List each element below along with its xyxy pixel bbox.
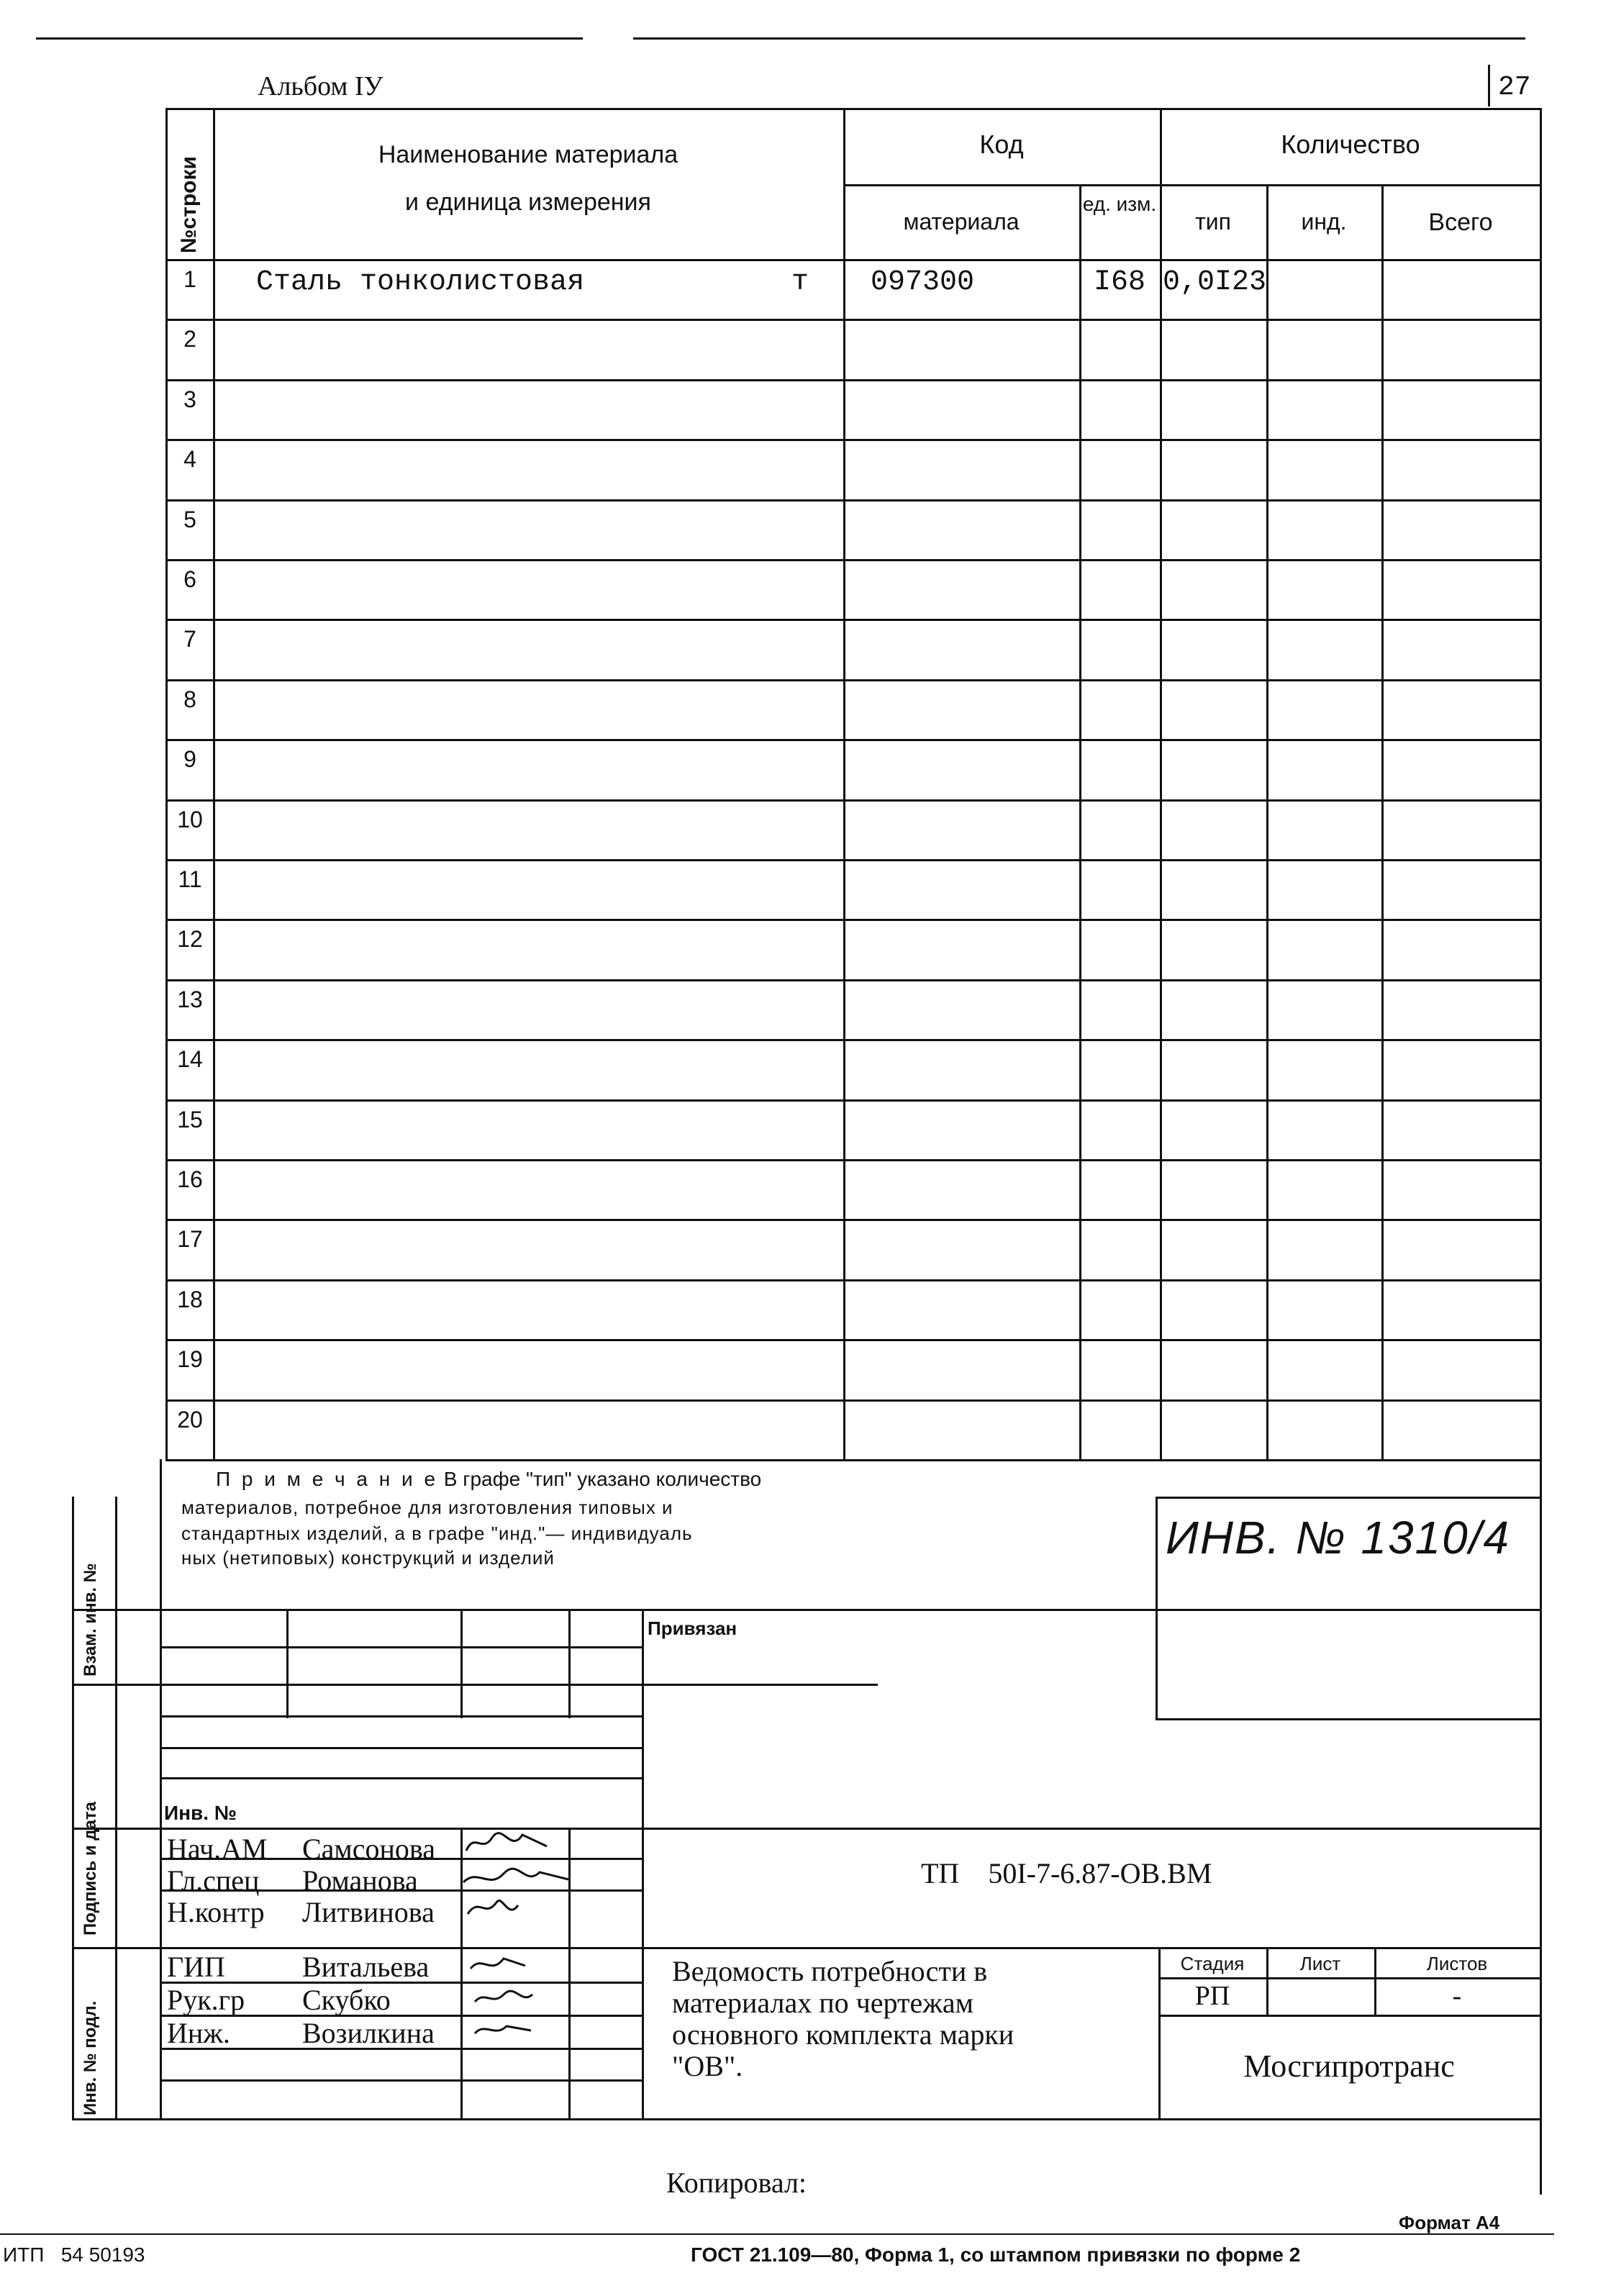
header-qty-total: Всего: [1428, 209, 1493, 236]
unit-right: [1160, 108, 1162, 1459]
inv-box-top: [1156, 1497, 1541, 1499]
row-divider: [165, 1039, 1541, 1041]
row-divider: [165, 1399, 1541, 1402]
row-divider: [165, 1159, 1541, 1161]
row-divider: [165, 319, 1541, 321]
tb-line-5: [160, 1747, 642, 1749]
header-name-line2: и единица измерения: [405, 189, 651, 216]
header-code-material: материала: [903, 209, 1020, 235]
inv-no-label: Инв. №: [164, 1802, 237, 1824]
header-qty-ind: инд.: [1301, 209, 1347, 235]
inv-box-left: [1156, 1497, 1158, 1720]
row-divider: [165, 1339, 1541, 1341]
row-divider: [165, 619, 1541, 621]
sheets-header: Листов: [1426, 1953, 1488, 1974]
sig-name-0: Самсонова: [302, 1833, 436, 1865]
row-number: 2: [183, 326, 196, 353]
sheet-header: Лист: [1299, 1953, 1341, 1974]
table-left: [165, 108, 168, 1459]
row-number: 5: [183, 506, 196, 532]
row-number: 14: [177, 1046, 203, 1073]
row-code: 097300: [871, 266, 975, 299]
tb-line-6: [160, 1777, 642, 1779]
row-number: 6: [183, 566, 196, 592]
sig-role-4: Рук.гр: [167, 1984, 245, 2016]
tb-line-3: [72, 1684, 878, 1686]
header-code-group: Код: [979, 130, 1024, 159]
sig-role-2: Н.контр: [167, 1896, 265, 1928]
page-number-divider: [1488, 65, 1490, 106]
sig-role-3: ГИП: [167, 1951, 225, 1983]
header-mid-line: [843, 184, 1541, 186]
stage-value: РП: [1194, 1981, 1230, 2011]
privyazan-label: Привязан: [648, 1617, 737, 1639]
top-border-left: [36, 37, 583, 40]
row-divider: [165, 379, 1541, 381]
header-qty-group: Количество: [1281, 130, 1420, 159]
tb-col-e: [642, 1609, 644, 2120]
tb-col-d: [568, 1609, 571, 1718]
sig-role-1: Гл.спец: [167, 1864, 260, 1897]
row-divider: [165, 439, 1541, 441]
header-code-unit: ед. изм.: [1082, 193, 1157, 215]
row-number: 9: [183, 746, 196, 773]
table-top: [165, 108, 1541, 110]
side-label-podpis: Подпись и дата: [81, 1802, 100, 1936]
footer-line: [0, 2233, 1554, 2235]
row-number: 8: [183, 686, 196, 712]
tb-left: [72, 1497, 74, 2120]
note-line2: материалов, потребное для изготовления типовых и: [181, 1497, 673, 1518]
row-material-name: Сталь тонколистовая: [256, 266, 585, 299]
note-line3: стандартных изделий, а в графе "инд."— индивидуаль: [181, 1523, 693, 1544]
code-right: [1079, 184, 1081, 1459]
stage-header: Стадия: [1180, 1953, 1245, 1974]
row-number: 7: [183, 626, 196, 653]
top-border-right: [633, 37, 1525, 40]
sig-role-0: Нач.АМ: [167, 1833, 268, 1865]
row-number: 15: [177, 1106, 203, 1133]
footer-right: ГОСТ 21.109—80, Форма 1, со штампом привязки по форме 2: [691, 2243, 1301, 2266]
row-tip: 0,0I23: [1163, 266, 1267, 299]
header-qty-type: тип: [1195, 209, 1231, 235]
note-line1: [216, 1468, 761, 1491]
tb-col-b: [286, 1609, 289, 1718]
sig-name-4: Скубко: [302, 1984, 391, 2016]
doc-code: ТП 50I-7-6.87-ОВ.ВМ: [921, 1857, 1212, 1889]
row-divider: [165, 919, 1541, 921]
doc-title-line2: материалах по чертежам: [672, 1987, 973, 2019]
inv-stamp: ИНВ. № 1310/4: [1166, 1512, 1511, 1564]
row-divider: [165, 1099, 1541, 1102]
footer-left: ИТП 54 50193: [3, 2243, 145, 2266]
page-number: 27: [1498, 72, 1531, 103]
tb-line-7: [72, 1828, 1541, 1830]
row-number: 13: [177, 986, 203, 1012]
sig-name-3: Витальева: [302, 1951, 430, 1983]
tb-line-1: [72, 1609, 1541, 1611]
ind-right: [1381, 184, 1384, 1459]
row-divider: [165, 859, 1541, 861]
sig-role-5: Инж.: [167, 2017, 230, 2049]
header-bottom-line: [165, 259, 1541, 261]
album-title: Альбом IУ: [258, 71, 383, 101]
side-label-inv-podl: Инв. № подл.: [81, 2000, 100, 2115]
row-number: 20: [177, 1406, 203, 1433]
doc-title-line1: Ведомость потребности в: [672, 1955, 988, 1987]
row-divider: [165, 979, 1541, 981]
row-number: 3: [183, 386, 196, 412]
row-number: 18: [177, 1286, 203, 1312]
row-divider: [165, 679, 1541, 681]
row-ed: I68: [1093, 266, 1145, 299]
sig-name-5: Возилкина: [302, 2017, 435, 2049]
stage-row-line: [1158, 1977, 1541, 1979]
tb-line-10: [72, 1947, 1541, 1949]
sig-name-2: Литвинова: [302, 1896, 435, 1928]
row-divider: [165, 1279, 1541, 1281]
name-right: [843, 108, 845, 1459]
format-label: Формат А4: [1399, 2212, 1500, 2233]
row-unit: т: [791, 266, 809, 299]
tb-col-c: [460, 1609, 463, 1718]
row-divider: [165, 499, 1541, 502]
row-number: 1: [183, 266, 196, 292]
note-line4: ных (нетиповых) конструкций и изделий: [181, 1547, 555, 1569]
tb-line-3b: [1156, 1718, 1541, 1720]
row-number: 12: [177, 926, 203, 953]
stage-val-line: [1158, 2015, 1541, 2017]
doc-title-line4: "ОВ".: [672, 2050, 743, 2082]
row-divider: [165, 559, 1541, 561]
row-number: 19: [177, 1346, 203, 1373]
sheets-value: -: [1452, 1981, 1462, 2011]
row-divider: [165, 739, 1541, 741]
organization-name: Мосгипротранс: [1243, 2048, 1455, 2084]
rownum-right: [213, 108, 215, 1459]
row-divider: [165, 799, 1541, 802]
table-right: [1540, 108, 1542, 2195]
signature-scribbles: [460, 1825, 633, 2055]
row-number: 17: [177, 1226, 203, 1253]
row-number: 4: [183, 446, 196, 473]
header-name-line1: Наименование материала: [378, 141, 678, 168]
row-number: 11: [178, 866, 202, 892]
row-divider: [165, 1459, 1541, 1461]
row-number: 10: [177, 806, 203, 832]
note-line1-text: В графе "тип" указано количество: [443, 1468, 762, 1490]
doc-title-line3: основного комплекта марки: [672, 2018, 1014, 2051]
tip-right: [1266, 184, 1268, 1459]
row-number: 16: [177, 1166, 203, 1192]
row-divider: [165, 1219, 1541, 1221]
tb-col-a: [160, 1459, 162, 2120]
header-row-number: №строки: [177, 156, 201, 253]
note-lead: П р и м е ч а н и е: [216, 1468, 439, 1490]
copied-label: Копировал:: [666, 2166, 807, 2199]
side-label-vzam: Взам. инв. №: [81, 1563, 100, 1676]
sig-name-1: Романова: [302, 1864, 418, 1897]
tb-line-bottom: [72, 2118, 1541, 2120]
tb-side-col: [115, 1497, 117, 2120]
